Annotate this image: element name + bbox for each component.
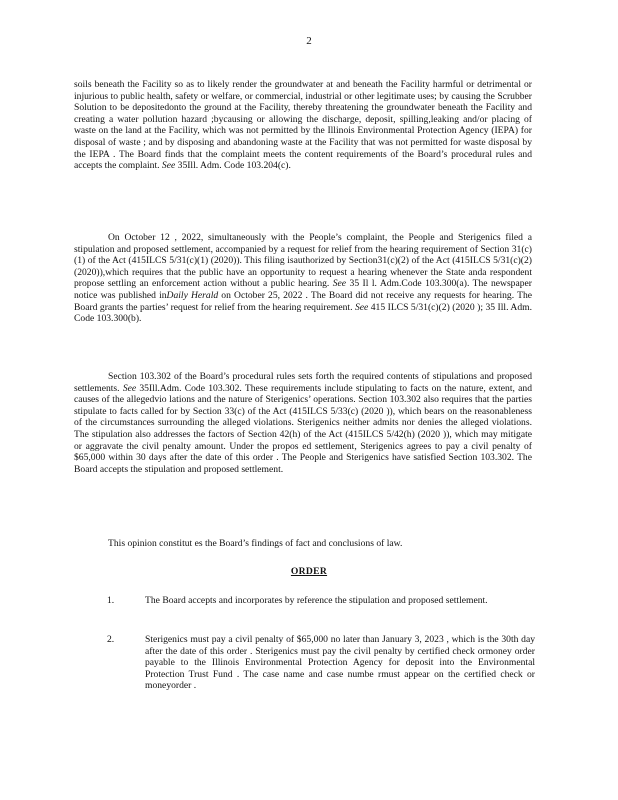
paragraph-text: 35Ill.Adm. Code 103.302. These requirements include stipulating to facts on the nature, extent, and causes of the allegedvio lations and the nature of Sterigenics’ operations. Section 103.302 also requires that the parties stipulate to facts called for by Section 33(c) of the Act (415ILCS 5/33(c) (2020 )), which bears on the reasonableness of the circumstances surrounding the alleged violations. Sterigenics neither admits nor denies the alleged violations. The stipulation also addresses the factors of Section 42(h) of the Act (415ILCS 5/42(h) (2020 )), which may mitigate or aggravate the civil penalty amount. Under the propos ed settlement, Sterigenics agrees to pay a civil penalty of $65,000 within 30 days after the date of this order . The People and Sterigenics have satisfied Section 103.302. The Board accepts the stipulation and proposed settlement. xyxy=(74,382,532,475)
paragraph-text: on October 25, 2022 . The Board did not receive any requests for hearing. The Board grants the parties’ request for relief from the hearing requirement. xyxy=(74,289,533,313)
order-item-text: Sterigenics must pay a civil penalty of $65,000 no later than January 3, 2023 , which is the 30th day after the date of this order . Sterigenics must pay the civil penalty by certified check ormoney order payable to the Illinois Environmental Protection Agency for deposit into the Environmental Protection Trust Fund . The case name and case numbe rmust appear on the certified check or moneyorder . xyxy=(145,634,535,692)
order-heading: ORDER xyxy=(290,566,328,577)
paragraph-text: On October 12 , 2022, simultaneously with the People’s complaint, the People and Sterigenics filed a stipulation and proposed settlement, accompanied by a request for relief from the hearing requirement of Section 31(c)(1) of the Act (415ILCS 5/31(c)(1) (2020)). This filing isauthorized by Section31(c)(2) of the Act (415ILCS 5/31(c)(2) (2020)),which requires that the public have an opportunity to request a hearing whenever the State anda respondent propose settling an enforcement action without a public hearing. xyxy=(74,232,532,290)
page-number: 2 xyxy=(306,35,312,47)
paragraph-text: soils beneath the Facility so as to likely render the groundwater at and beneath the Facility harmful or detrimental or injurious to public health, safety or welfare, or commercial, industrial or other legitimate uses; by causing the Scrubber Solution to be depositedonto the ground at the Facility, thereby threatening the groundwater beneath the Facility and creating a water pollution hazard ;bycausing or allowing the discharge, deposit, spilling,leaking and/or placing of waste on the land at the Facility, which was not permitted by the Illinois Environmental Protection Agency (IEPA) for disposal of waste ; and by disposing and abandoning waste at the Facility that was not permitted for waste disposal by the IEPA . The Board finds that the complaint meets the content requirements of the Board’s procedural rules and accepts the complaint. xyxy=(74,79,532,172)
paragraph-section-103-302 xyxy=(74,371,532,475)
paragraph-complaint-summary xyxy=(74,79,532,172)
paragraph-text: 35 Il l. Adm.Code 103.300(a). The newspaper notice was published in xyxy=(74,278,532,301)
citation-signal: See xyxy=(161,160,176,172)
order-item-text: The Board accepts and incorporates by reference the stipulation and proposed settlement. xyxy=(145,595,488,606)
paragraph-text: 415 ILCS 5/31(c)(2) (2020 ); 35 Ill. Adm. Code 103.300(b). xyxy=(74,301,533,325)
paragraph-text: Section 103.302 of the Board’s procedural rules sets forth the required contents of stipulations and proposed settlements. xyxy=(74,371,532,394)
citation-signal: See xyxy=(122,382,137,394)
paragraph-stipulation-filing xyxy=(74,232,532,325)
paragraph-text: 35Ill. Adm. Code 103.204(c). xyxy=(175,160,291,172)
order-item-number: 1. xyxy=(107,595,115,606)
citation-signal: See xyxy=(332,278,347,290)
citation-signal: See xyxy=(354,301,369,313)
newspaper-name: Daily Herald xyxy=(166,289,219,301)
paragraph-findings: This opinion constitut es the Board’s findings of fact and conclusions of law. xyxy=(108,538,403,549)
order-item-number: 2. xyxy=(107,634,115,645)
